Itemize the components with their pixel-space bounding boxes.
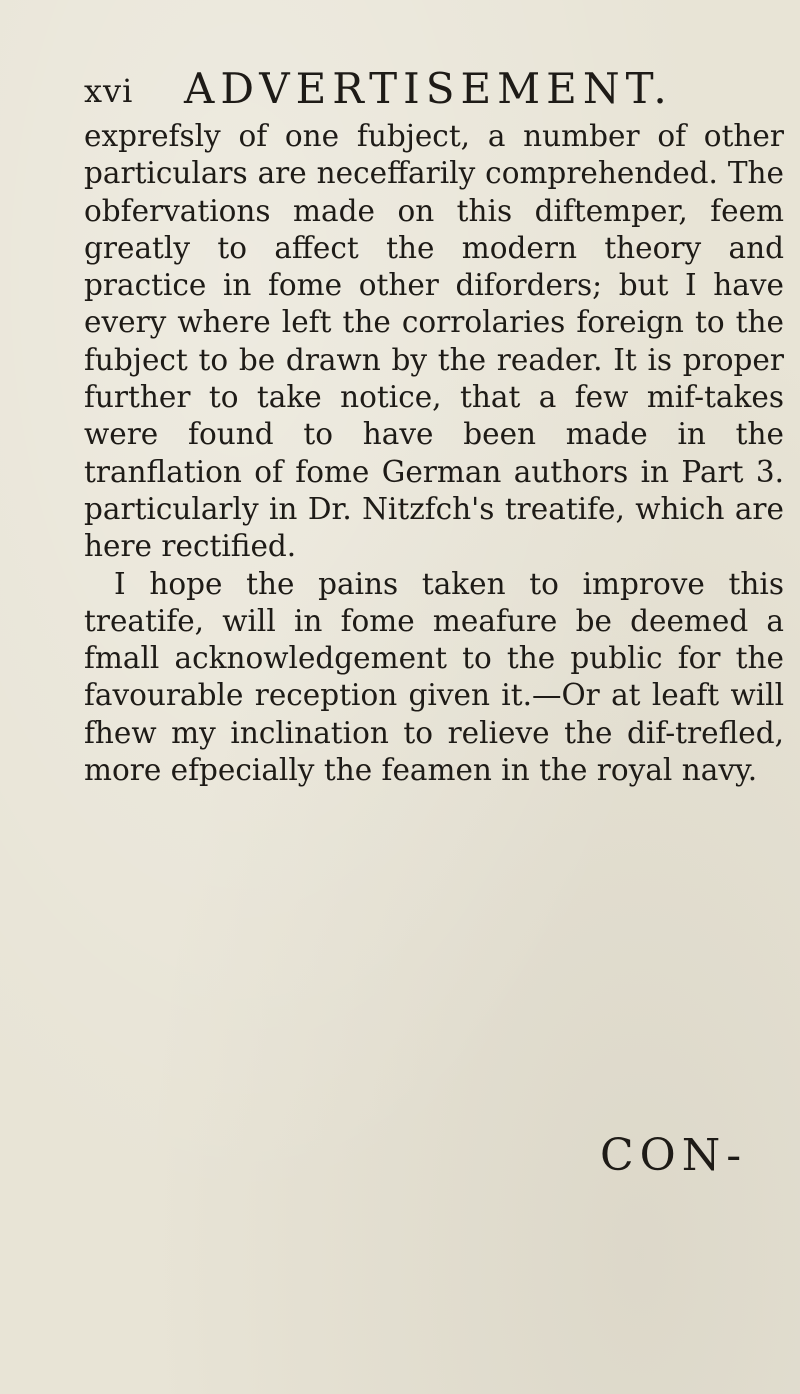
page-number: xvi — [84, 72, 134, 110]
body-text — [84, 118, 784, 789]
paragraph: exprefsly of one fubject, a number of other particulars are neceffarily comprehended. The obfervations made on this diftemper, feem greatly to affect the modern theory and practice in fome other diforders; but I have every where left the corrolaries foreign to the fubject to be drawn by the reader. It is proper further to take notice, that a few mif-takes were found to have been made in the tranflation of fome German authors in Part 3. particularly in Dr. Nitzfch's treatife, which are here rectified. — [84, 119, 784, 564]
paragraph: I hope the pains taken to improve this treatife, will in fome meafure be deemed a fmall acknowledgement to the public for the favourable reception given it.—Or at leaft will fhew my inclination to relieve the dif-trefled, more efpecially the feamen in the royal navy. — [84, 566, 784, 788]
page-header — [84, 58, 784, 118]
running-head: ADVERTISEMENT. — [184, 64, 673, 113]
catchword: CON- — [600, 1130, 748, 1181]
